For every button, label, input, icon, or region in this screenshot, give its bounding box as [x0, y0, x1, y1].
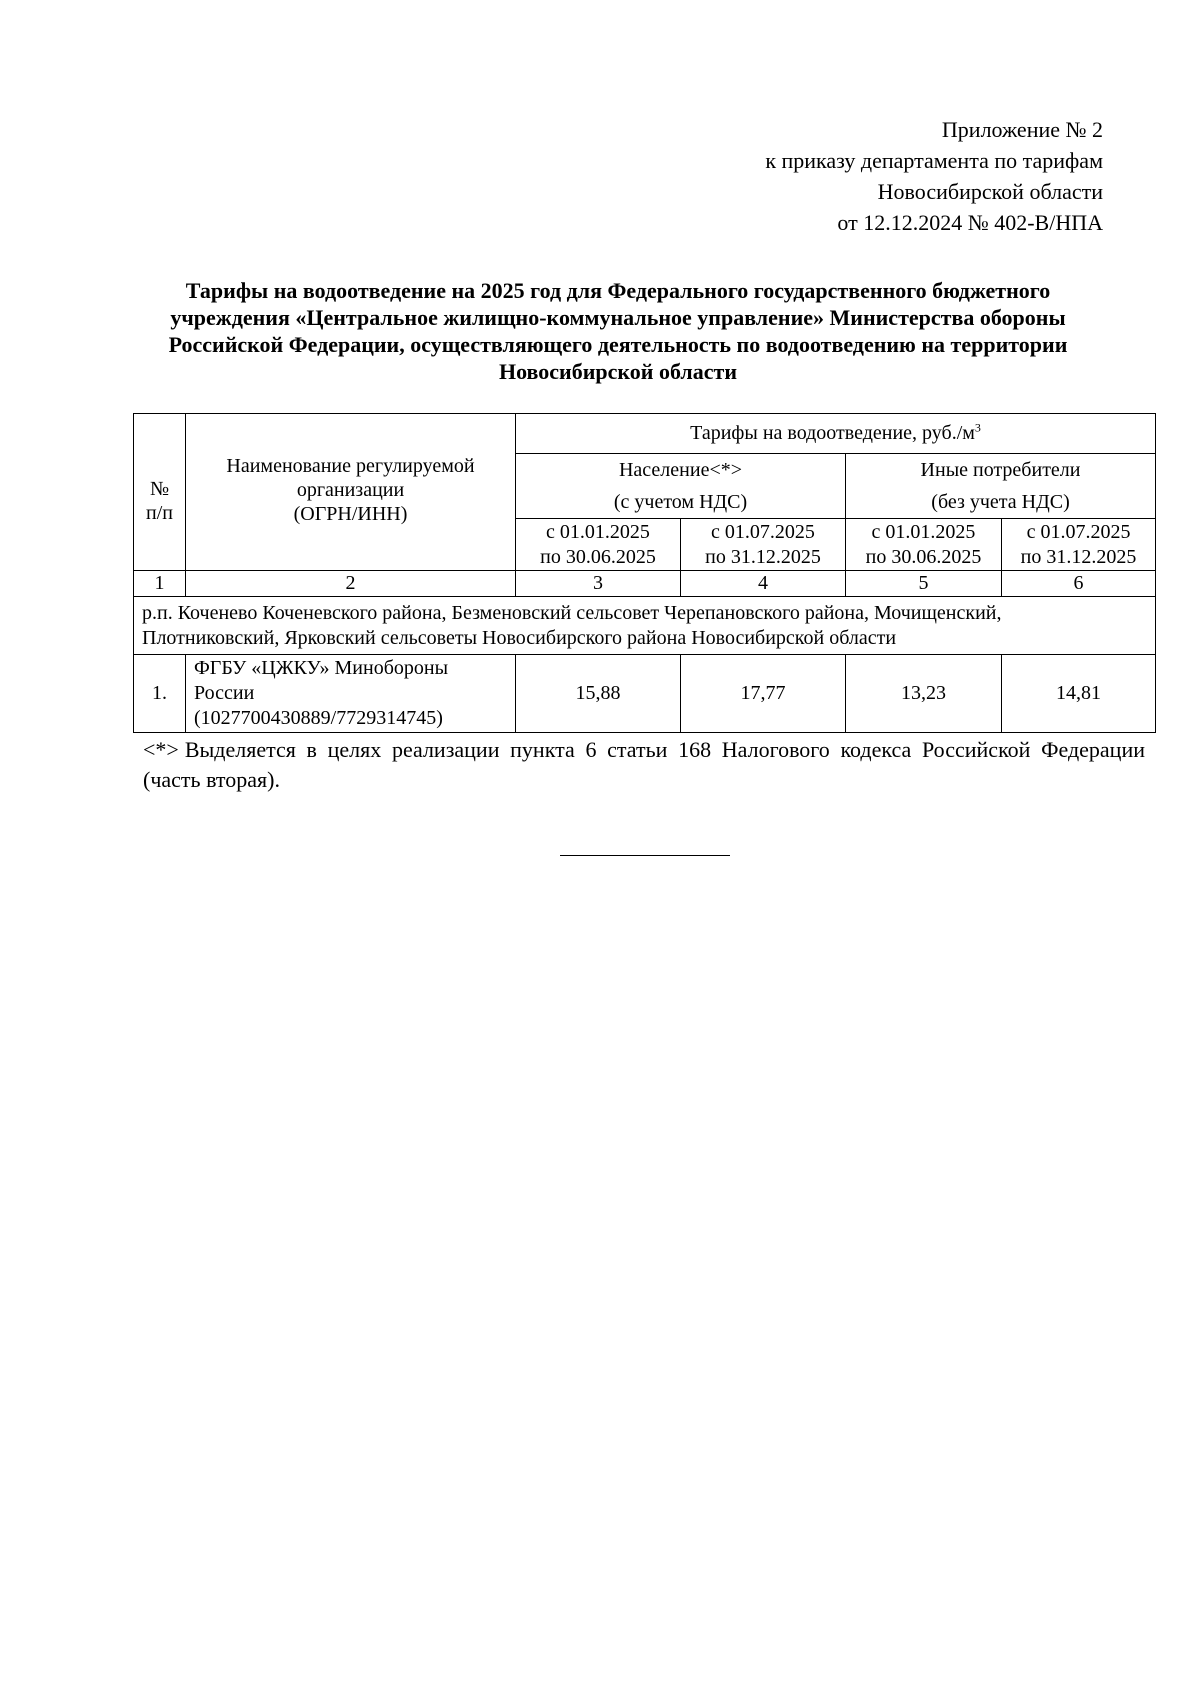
period-start: с 01.07.2025 [1026, 520, 1131, 543]
end-divider [560, 855, 730, 856]
tariffs-table [133, 413, 1156, 733]
header-row [134, 414, 1156, 454]
header-organization-line: Наименование регулируемой [226, 455, 475, 477]
header-organization-line: организации [296, 479, 405, 501]
column-number: 5 [846, 571, 1002, 597]
tariff-value: 13,23 [846, 655, 1002, 733]
header-others-note: (без учета НДС) [931, 491, 1070, 513]
column-number: 3 [516, 571, 681, 597]
header-number-cell [134, 414, 186, 571]
appendix-date: от 12.12.2024 № 402-В/НПА [837, 210, 1103, 235]
organization-ids: (1027700430889/7729314745) [194, 707, 443, 729]
document-title [133, 277, 1103, 385]
row-organization [186, 655, 516, 733]
region-row [134, 597, 1156, 655]
organization-name: ФГБУ «ЦЖКУ» Минобороны [194, 657, 449, 679]
title-line: Новосибирской области [498, 359, 737, 384]
appendix-number: Приложение № 2 [941, 117, 1103, 142]
appendix-region: Новосибирской области [877, 179, 1103, 204]
header-period-cell [846, 519, 1002, 571]
tariff-value: 17,77 [681, 655, 846, 733]
header-organization-cell [186, 414, 516, 571]
header-period-cell [516, 519, 681, 571]
header-number-label: № [149, 478, 170, 500]
footnote [143, 735, 1145, 795]
row-number: 1. [134, 655, 186, 733]
header-others-label: Иные потребители [920, 459, 1081, 481]
period-end: по 31.12.2025 [705, 545, 821, 568]
column-number-row [134, 571, 1156, 597]
period-start: с 01.01.2025 [871, 520, 976, 543]
title-line: учреждения «Центральное жилищно-коммунальное управление» Министерства обороны [170, 305, 1066, 330]
organization-name: России [194, 682, 255, 704]
header-number-sub: п/п [146, 502, 173, 524]
column-number: 4 [681, 571, 846, 597]
header-organization-line: (ОГРН/ИНН) [293, 503, 408, 525]
column-number: 2 [186, 571, 516, 597]
header-tariffs-label: Тарифы на водоотведение, руб./м [690, 422, 975, 444]
period-start: с 01.07.2025 [711, 520, 815, 543]
footnote-mark: <*> [143, 737, 179, 762]
header-population-cell [516, 454, 846, 519]
header-tariffs-cell [516, 414, 1156, 454]
tariff-value: 14,81 [1002, 655, 1156, 733]
title-line: Российской Федерации, осуществляющего деятельность по водоотведению на территории [168, 332, 1068, 357]
period-end: по 31.12.2025 [1020, 545, 1137, 568]
appendix-order: к приказу департамента по тарифам [765, 148, 1103, 173]
header-tariffs-superscript: 3 [974, 420, 981, 435]
period-end: по 30.06.2025 [540, 545, 656, 568]
header-population-label: Население<*> [618, 459, 743, 481]
header-period-cell [681, 519, 846, 571]
appendix-reference [765, 114, 1103, 238]
title-line: Тарифы на водоотведение на 2025 год для Федерального государственного бюджетного [185, 278, 1051, 303]
region-cell [134, 597, 1156, 655]
column-number: 1 [134, 571, 186, 597]
header-population-note: (с учетом НДС) [613, 491, 748, 513]
header-others-cell [846, 454, 1156, 519]
period-start: с 01.01.2025 [546, 520, 650, 543]
footnote-text: Выделяется в целях реализации пункта 6 статьи 168 Налогового кодекса Российской Федерации (часть вторая). [143, 737, 1145, 792]
period-end: по 30.06.2025 [865, 545, 982, 568]
region-line: р.п. Коченево Коченевского района, Безменовский сельсовет Черепановского района, Мочищенский, [142, 601, 1002, 624]
column-number: 6 [1002, 571, 1156, 597]
table-row [134, 655, 1156, 733]
region-line: Плотниковский, Ярковский сельсоветы Новосибирского района Новосибирской области [142, 626, 897, 649]
header-period-cell [1002, 519, 1156, 571]
tariff-value: 15,88 [516, 655, 681, 733]
